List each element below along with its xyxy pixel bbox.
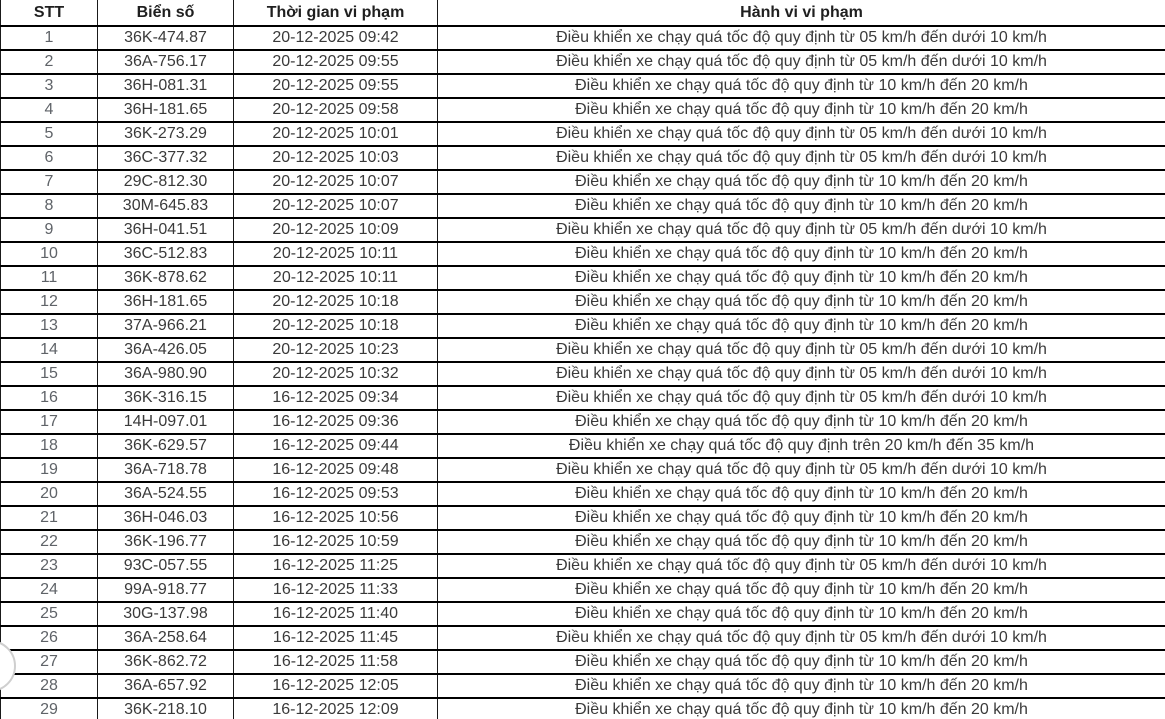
- time-cell: 16-12-2025 12:09: [234, 698, 438, 719]
- time-cell: 20-12-2025 10:07: [234, 194, 438, 218]
- plate-cell: 30M-645.83: [98, 194, 234, 218]
- plate-cell: 36H-081.31: [98, 74, 234, 98]
- plate-cell: 14H-097.01: [98, 410, 234, 434]
- plate-cell: 36C-377.32: [98, 146, 234, 170]
- violation-cell: Điều khiển xe chạy quá tốc độ quy định từ 05 km/h đến dưới 10 km/h: [438, 362, 1165, 386]
- time-cell: 20-12-2025 10:18: [234, 290, 438, 314]
- plate-cell: 36K-218.10: [98, 698, 234, 719]
- stt-cell: 15: [1, 362, 98, 386]
- header-time: Thời gian vi phạm: [234, 0, 438, 26]
- violation-cell: Điều khiển xe chạy quá tốc độ quy định từ 05 km/h đến dưới 10 km/h: [438, 218, 1165, 242]
- table-row: [1, 530, 1165, 554]
- violation-cell: Điều khiển xe chạy quá tốc độ quy định từ 10 km/h đến 20 km/h: [438, 290, 1165, 314]
- stt-cell: 16: [1, 386, 98, 410]
- violation-cell: Điều khiển xe chạy quá tốc độ quy định từ 05 km/h đến dưới 10 km/h: [438, 338, 1165, 362]
- plate-cell: 36A-258.64: [98, 626, 234, 650]
- time-cell: 20-12-2025 09:42: [234, 26, 438, 50]
- table-row: [1, 482, 1165, 506]
- time-cell: 20-12-2025 10:07: [234, 170, 438, 194]
- table-header: [1, 0, 1165, 26]
- violation-cell: Điều khiển xe chạy quá tốc độ quy định từ 10 km/h đến 20 km/h: [438, 506, 1165, 530]
- time-cell: 16-12-2025 11:45: [234, 626, 438, 650]
- violation-cell: Điều khiển xe chạy quá tốc độ quy định trên 20 km/h đến 35 km/h: [438, 434, 1165, 458]
- time-cell: 20-12-2025 10:09: [234, 218, 438, 242]
- time-cell: 16-12-2025 09:48: [234, 458, 438, 482]
- plate-cell: 93C-057.55: [98, 554, 234, 578]
- stt-cell: 7: [1, 170, 98, 194]
- plate-cell: 36K-316.15: [98, 386, 234, 410]
- table-row: [1, 194, 1165, 218]
- time-cell: 20-12-2025 10:18: [234, 314, 438, 338]
- plate-cell: 37A-966.21: [98, 314, 234, 338]
- violation-cell: Điều khiển xe chạy quá tốc độ quy định từ 10 km/h đến 20 km/h: [438, 530, 1165, 554]
- plate-cell: 36C-512.83: [98, 242, 234, 266]
- violation-cell: Điều khiển xe chạy quá tốc độ quy định từ 05 km/h đến dưới 10 km/h: [438, 386, 1165, 410]
- stt-cell: 19: [1, 458, 98, 482]
- table-row: [1, 242, 1165, 266]
- stt-cell: 12: [1, 290, 98, 314]
- time-cell: 16-12-2025 10:56: [234, 506, 438, 530]
- plate-cell: 36K-862.72: [98, 650, 234, 674]
- stt-cell: 2: [1, 50, 98, 74]
- time-cell: 16-12-2025 11:58: [234, 650, 438, 674]
- time-cell: 16-12-2025 09:34: [234, 386, 438, 410]
- plate-cell: 36A-657.92: [98, 674, 234, 698]
- stt-cell: 6: [1, 146, 98, 170]
- violation-cell: Điều khiển xe chạy quá tốc độ quy định từ 10 km/h đến 20 km/h: [438, 314, 1165, 338]
- stt-cell: 5: [1, 122, 98, 146]
- stt-cell: 17: [1, 410, 98, 434]
- stt-cell: 29: [1, 698, 98, 719]
- plate-cell: 36A-980.90: [98, 362, 234, 386]
- time-cell: 20-12-2025 09:55: [234, 50, 438, 74]
- table-row: [1, 362, 1165, 386]
- plate-cell: 99A-918.77: [98, 578, 234, 602]
- time-cell: 20-12-2025 10:03: [234, 146, 438, 170]
- time-cell: 16-12-2025 11:40: [234, 602, 438, 626]
- stt-cell: 24: [1, 578, 98, 602]
- time-cell: 16-12-2025 11:33: [234, 578, 438, 602]
- stt-cell: 20: [1, 482, 98, 506]
- violation-cell: Điều khiển xe chạy quá tốc độ quy định từ 10 km/h đến 20 km/h: [438, 650, 1165, 674]
- time-cell: 16-12-2025 11:25: [234, 554, 438, 578]
- stt-cell: 3: [1, 74, 98, 98]
- table-row: [1, 602, 1165, 626]
- violation-cell: Điều khiển xe chạy quá tốc độ quy định từ 10 km/h đến 20 km/h: [438, 482, 1165, 506]
- time-cell: 20-12-2025 10:11: [234, 266, 438, 290]
- header-violation: Hành vi vi phạm: [438, 0, 1165, 26]
- header-plate: Biển số: [98, 0, 234, 26]
- stt-cell: 26: [1, 626, 98, 650]
- table-row: [1, 626, 1165, 650]
- table-row: [1, 434, 1165, 458]
- time-cell: 16-12-2025 09:53: [234, 482, 438, 506]
- violation-cell: Điều khiển xe chạy quá tốc độ quy định từ 10 km/h đến 20 km/h: [438, 602, 1165, 626]
- plate-cell: 36A-524.55: [98, 482, 234, 506]
- table-row: [1, 146, 1165, 170]
- violation-cell: Điều khiển xe chạy quá tốc độ quy định từ 10 km/h đến 20 km/h: [438, 194, 1165, 218]
- plate-cell: 36H-181.65: [98, 98, 234, 122]
- table-body: [1, 26, 1165, 719]
- time-cell: 16-12-2025 09:36: [234, 410, 438, 434]
- violation-cell: Điều khiển xe chạy quá tốc độ quy định từ 10 km/h đến 20 km/h: [438, 410, 1165, 434]
- plate-cell: 36K-878.62: [98, 266, 234, 290]
- time-cell: 16-12-2025 09:44: [234, 434, 438, 458]
- stt-cell: 8: [1, 194, 98, 218]
- time-cell: 16-12-2025 12:05: [234, 674, 438, 698]
- table-row: [1, 410, 1165, 434]
- plate-cell: 36H-041.51: [98, 218, 234, 242]
- table-row: [1, 578, 1165, 602]
- violation-cell: Điều khiển xe chạy quá tốc độ quy định từ 10 km/h đến 20 km/h: [438, 698, 1165, 719]
- stt-cell: 25: [1, 602, 98, 626]
- violation-cell: Điều khiển xe chạy quá tốc độ quy định từ 05 km/h đến dưới 10 km/h: [438, 458, 1165, 482]
- plate-cell: 30G-137.98: [98, 602, 234, 626]
- violation-cell: Điều khiển xe chạy quá tốc độ quy định từ 10 km/h đến 20 km/h: [438, 170, 1165, 194]
- plate-cell: 36K-273.29: [98, 122, 234, 146]
- violation-cell: Điều khiển xe chạy quá tốc độ quy định từ 05 km/h đến dưới 10 km/h: [438, 122, 1165, 146]
- violation-cell: Điều khiển xe chạy quá tốc độ quy định từ 05 km/h đến dưới 10 km/h: [438, 554, 1165, 578]
- violation-cell: Điều khiển xe chạy quá tốc độ quy định từ 05 km/h đến dưới 10 km/h: [438, 626, 1165, 650]
- stt-cell: 10: [1, 242, 98, 266]
- table-row: [1, 290, 1165, 314]
- table-row: [1, 266, 1165, 290]
- stt-cell: 11: [1, 266, 98, 290]
- table-row: [1, 674, 1165, 698]
- table-row: [1, 506, 1165, 530]
- violation-cell: Điều khiển xe chạy quá tốc độ quy định từ 10 km/h đến 20 km/h: [438, 674, 1165, 698]
- plate-cell: 36K-196.77: [98, 530, 234, 554]
- stt-cell: 22: [1, 530, 98, 554]
- table-row: [1, 698, 1165, 719]
- time-cell: 20-12-2025 10:32: [234, 362, 438, 386]
- header-row: [1, 0, 1165, 26]
- table-row: [1, 650, 1165, 674]
- table-row: [1, 50, 1165, 74]
- violation-cell: Điều khiển xe chạy quá tốc độ quy định từ 10 km/h đến 20 km/h: [438, 578, 1165, 602]
- table-row: [1, 218, 1165, 242]
- plate-cell: 36A-718.78: [98, 458, 234, 482]
- stt-cell: 18: [1, 434, 98, 458]
- table-row: [1, 554, 1165, 578]
- stt-cell: 4: [1, 98, 98, 122]
- time-cell: 20-12-2025 10:01: [234, 122, 438, 146]
- header-stt: STT: [1, 0, 98, 26]
- plate-cell: 36H-181.65: [98, 290, 234, 314]
- plate-cell: 29C-812.30: [98, 170, 234, 194]
- stt-cell: 9: [1, 218, 98, 242]
- table-row: [1, 74, 1165, 98]
- table-row: [1, 26, 1165, 50]
- violation-cell: Điều khiển xe chạy quá tốc độ quy định từ 10 km/h đến 20 km/h: [438, 242, 1165, 266]
- stt-cell: 13: [1, 314, 98, 338]
- stt-cell: 1: [1, 26, 98, 50]
- plate-cell: 36H-046.03: [98, 506, 234, 530]
- table-row: [1, 98, 1165, 122]
- plate-cell: 36K-629.57: [98, 434, 234, 458]
- violation-cell: Điều khiển xe chạy quá tốc độ quy định từ 05 km/h đến dưới 10 km/h: [438, 26, 1165, 50]
- stt-cell: 23: [1, 554, 98, 578]
- violation-cell: Điều khiển xe chạy quá tốc độ quy định từ 05 km/h đến dưới 10 km/h: [438, 146, 1165, 170]
- violation-cell: Điều khiển xe chạy quá tốc độ quy định từ 10 km/h đến 20 km/h: [438, 266, 1165, 290]
- stt-cell: 14: [1, 338, 98, 362]
- plate-cell: 36A-426.05: [98, 338, 234, 362]
- time-cell: 20-12-2025 10:11: [234, 242, 438, 266]
- table-row: [1, 458, 1165, 482]
- table-row: [1, 170, 1165, 194]
- stt-cell: 28: [1, 674, 98, 698]
- table-row: [1, 122, 1165, 146]
- plate-cell: 36A-756.17: [98, 50, 234, 74]
- stt-cell: 27: [1, 650, 98, 674]
- stt-cell: 21: [1, 506, 98, 530]
- table-row: [1, 338, 1165, 362]
- time-cell: 20-12-2025 09:58: [234, 98, 438, 122]
- time-cell: 20-12-2025 09:55: [234, 74, 438, 98]
- plate-cell: 36K-474.87: [98, 26, 234, 50]
- time-cell: 16-12-2025 10:59: [234, 530, 438, 554]
- violation-cell: Điều khiển xe chạy quá tốc độ quy định từ 10 km/h đến 20 km/h: [438, 98, 1165, 122]
- time-cell: 20-12-2025 10:23: [234, 338, 438, 362]
- table-row: [1, 386, 1165, 410]
- table-row: [1, 314, 1165, 338]
- violation-cell: Điều khiển xe chạy quá tốc độ quy định từ 10 km/h đến 20 km/h: [438, 74, 1165, 98]
- violation-cell: Điều khiển xe chạy quá tốc độ quy định từ 05 km/h đến dưới 10 km/h: [438, 50, 1165, 74]
